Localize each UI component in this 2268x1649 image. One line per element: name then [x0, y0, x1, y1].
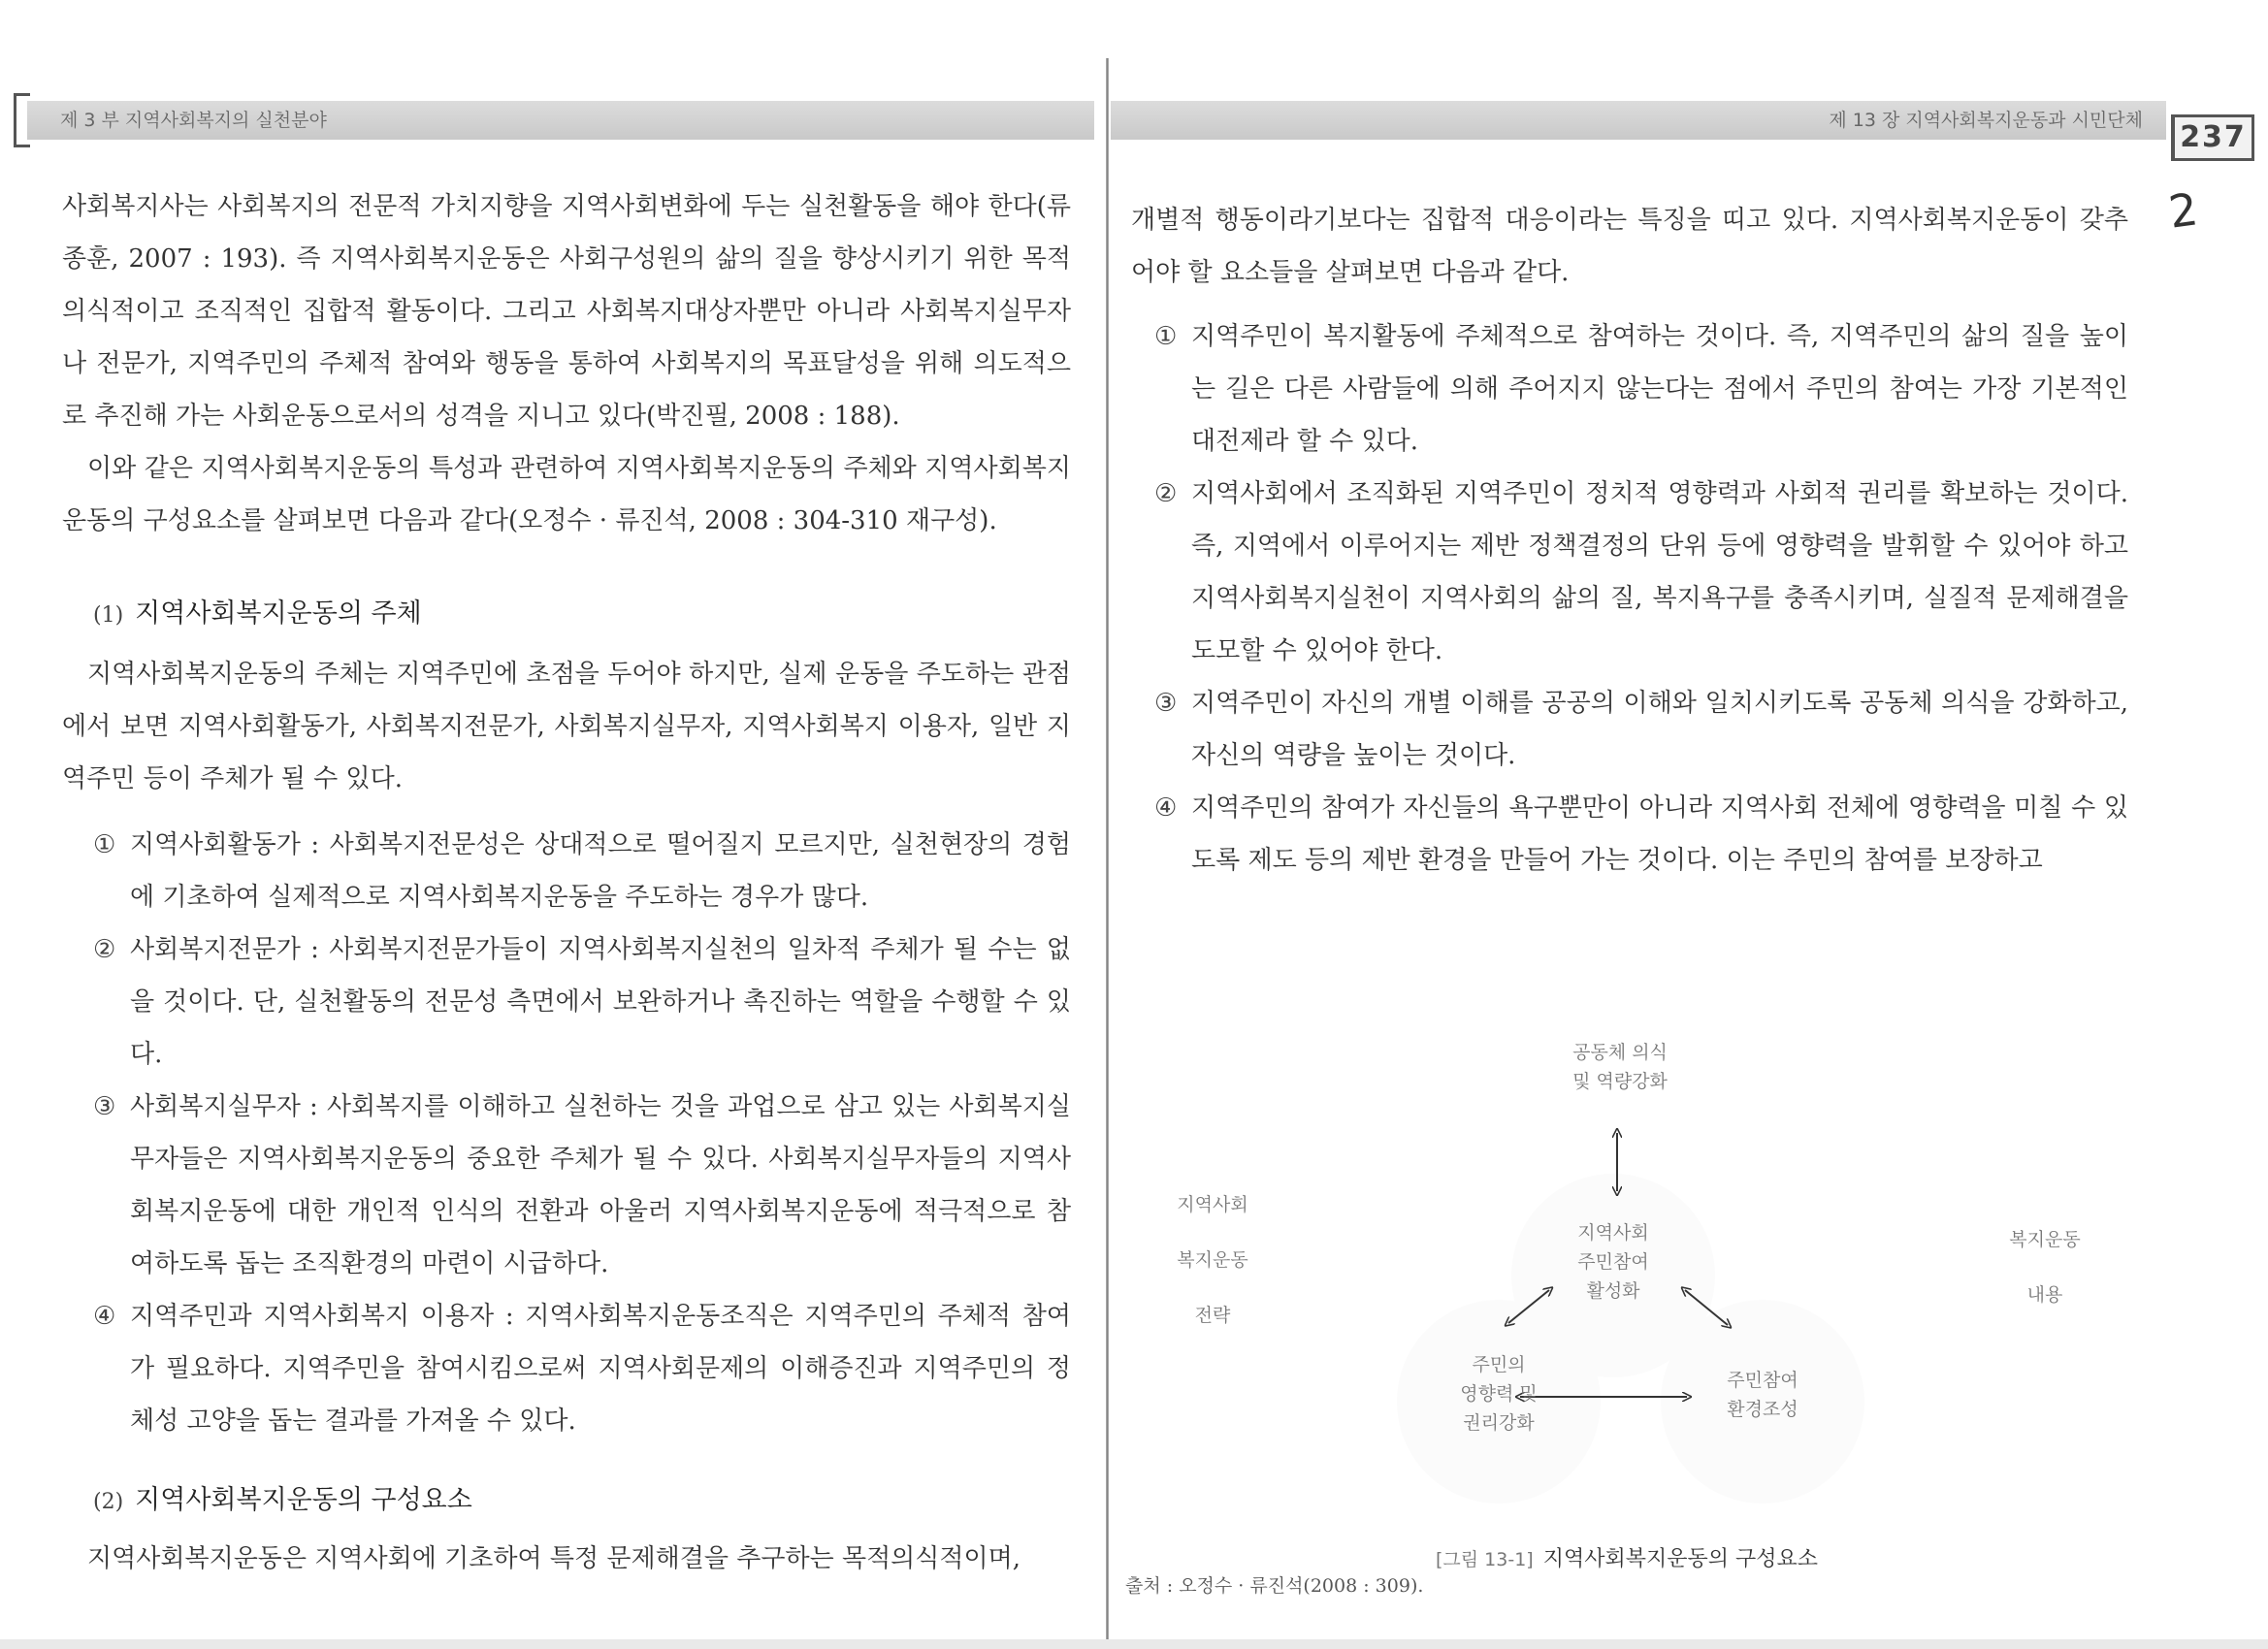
list-item [93, 1290, 1071, 1447]
section-2-heading [93, 1478, 472, 1516]
figure-caption [1436, 1542, 1818, 1572]
left-label-line: 전략 [1194, 1305, 1231, 1326]
left-paragraph-1: 사회복지사는 사회복지의 전문적 가치지향을 지역사회변화에 두는 실천활동을 해야 한다(류종훈, 2007 : 193). 즉 지역사회복지운동은 사회구성원의 삶의 질을 향상시키기 위한 목적의식적이고 조직적인 집합적 활동이다. 그리고 사회복지대상자뿐만 아니라 사회복지실무자나 전문가, 지역주민의 주체적 참여와 행동을 통하여 사회복지의 목표달성을 위해 의도적으로 추진해 가는 사회운동으로서의 성격을 지니고 있다(박진필, 2008 : 188). [62, 192, 1071, 431]
list-marker: ③ [1154, 689, 1178, 718]
list-text: 지역주민의 참여가 자신들의 욕구뿐만이 아니라 지역사회 전체에 영향력을 미칠 수 있도록 제도 등의 제반 환경을 만들어 가는 것이다. 이는 주민의 참여를 보장하고 [1191, 793, 2128, 875]
right-running-header [1111, 101, 2166, 140]
left-running-title: 제 3 부 지역사회복지의 실천분야 [60, 110, 327, 131]
book-gutter [1106, 58, 1109, 1649]
section-1-list [93, 819, 1071, 1447]
section-2-title: 지역사회복지운동의 구성요소 [135, 1485, 472, 1515]
list-marker: ① [1154, 322, 1178, 351]
diagram-bottom-left-label: 주민의 영향력 및 권리강화 [1460, 1354, 1538, 1434]
list-marker: ② [93, 935, 116, 964]
list-marker: ④ [93, 1302, 116, 1331]
diagram-bottom-right-label: 주민참여 환경조성 [1727, 1370, 1798, 1420]
left-label-line: 지역사회 [1177, 1194, 1248, 1215]
right-intro: 개별적 행동이라기보다는 집합적 대응이라는 특징을 띠고 있다. 지역사회복지운동이 갖추어야 할 요소들을 살펴보면 다음과 같다. [1131, 206, 2128, 287]
list-marker: ② [1154, 479, 1178, 508]
left-running-header [27, 101, 1094, 140]
handwritten-mark: 2 [2165, 182, 2201, 239]
figure-source: 출처 : 오정수 · 류진석(2008 : 309). [1125, 1575, 1424, 1597]
list-item [93, 923, 1071, 1081]
diagram-top-label: 공동체 의식 및 역량강화 [1572, 1042, 1668, 1092]
list-text: 사회복지실무자 : 사회복지를 이해하고 실천하는 것을 과업으로 삼고 있는 사회복지실무자들은 지역사회복지운동의 중요한 주체가 될 수 있다. 사회복지실무자들의 지역사회복지운동에 대한 개인적 인식의 전환과 아울러 지역사회복지운동에 적극적으로 참여하도록 돕는 조직환경의 마련이 시급하다. [130, 1092, 1071, 1278]
section-1-heading [93, 592, 422, 630]
left-paragraph-2: 이와 같은 지역사회복지운동의 특성과 관련하여 지역사회복지운동의 주체와 지역사회복지운동의 구성요소를 살펴보면 다음과 같다(오정수 · 류진석, 2008 : 304-310 재구성). [62, 454, 1071, 535]
list-text: 지역주민이 복지활동에 주체적으로 참여하는 것이다. 즉, 지역주민의 삶의 질을 높이는 길은 다른 사람들에 의해 주어지지 않는다는 점에서 주민의 참여는 가장 기본적인 대전제라 할 수 있다. [1191, 322, 2128, 456]
right-list [1154, 310, 2128, 887]
section-2-body [62, 1533, 1071, 1585]
diagram-left-label [1154, 1178, 1271, 1343]
section-1-number: (1) [93, 603, 124, 628]
diagram-center-label: 지역사회 주민참여 활성화 [1577, 1222, 1649, 1302]
list-text: 지역주민과 지역사회복지 이용자 : 지역사회복지운동조직은 지역주민의 주체적 참여가 필요하다. 지역주민을 참여시킴으로써 지역사회문제의 이해증진과 지역주민의 정체성 고양을 돕는 결과를 가져올 수 있다. [130, 1302, 1071, 1436]
section-2-number: (2) [93, 1490, 124, 1514]
list-marker: ① [93, 830, 116, 859]
header-bracket [14, 93, 30, 147]
list-text: 지역주민이 자신의 개별 이해를 공공의 이해와 일치시키도록 공동체 의식을 강화하고, 자신의 역량을 높이는 것이다. [1191, 689, 2128, 770]
list-item [1154, 310, 2128, 468]
diagram-right-label [1987, 1212, 2103, 1323]
list-text: 사회복지전문가 : 사회복지전문가들이 지역사회복지실천의 일차적 주체가 될 수는 없을 것이다. 단, 실천활동의 전문성 측면에서 보완하거나 촉진하는 역할을 수행할 수 있다. [130, 935, 1071, 1069]
list-item [93, 819, 1071, 923]
right-label-line: 복지운동 [2009, 1229, 2081, 1250]
page-number: 237 [2171, 114, 2254, 161]
list-item [1154, 782, 2128, 887]
list-marker: ③ [93, 1092, 116, 1121]
list-item [1154, 677, 2128, 782]
right-label-line: 내용 [2026, 1284, 2063, 1306]
right-running-title: 제 13 장 지역사회복지운동과 시민단체 [1829, 110, 2143, 131]
list-item [93, 1081, 1071, 1290]
figure-title: 지역사회복지운동의 구성요소 [1542, 1547, 1818, 1571]
left-label-line: 복지운동 [1177, 1249, 1248, 1271]
list-text: 지역사회활동가 : 사회복지전문성은 상대적으로 떨어질지 모르지만, 실천현장의 경험에 기초하여 실제적으로 지역사회복지운동을 주도하는 경우가 많다. [130, 830, 1071, 912]
list-marker: ④ [1154, 793, 1178, 823]
list-item [1154, 468, 2128, 677]
section-1-title: 지역사회복지운동의 주체 [135, 598, 422, 629]
section-1-intro: 지역사회복지운동의 주체는 지역주민에 초점을 두어야 하지만, 실제 운동을 주도하는 관점에서 보면 지역사회활동가, 사회복지전문가, 사회복지실무자, 지역사회복지 이용자, 일반 지역주민 등이 주체가 될 수 있다. [62, 660, 1071, 793]
section-1-body [62, 648, 1071, 805]
page-bottom-edge [0, 1639, 2268, 1649]
right-intro-block [1131, 194, 2128, 299]
section-2-intro: 지역사회복지운동은 지역사회에 기초하여 특정 문제해결을 추구하는 목적의식적이며, [87, 1544, 1021, 1573]
figure-number: [그림 13-1] [1436, 1549, 1534, 1570]
list-text: 지역사회에서 조직화된 지역주민이 정치적 영향력과 사회적 권리를 확보하는 것이다. 즉, 지역에서 이루어지는 제반 정책결정의 단위 등에 영향력을 발휘할 수 있어야 하고 지역사회복지실천이 지역사회의 삶의 질, 복지욕구를 충족시키며, 실질적 문제해결을 도모할 수 있어야 한다. [1191, 479, 2128, 665]
left-intro-block [62, 180, 1071, 547]
